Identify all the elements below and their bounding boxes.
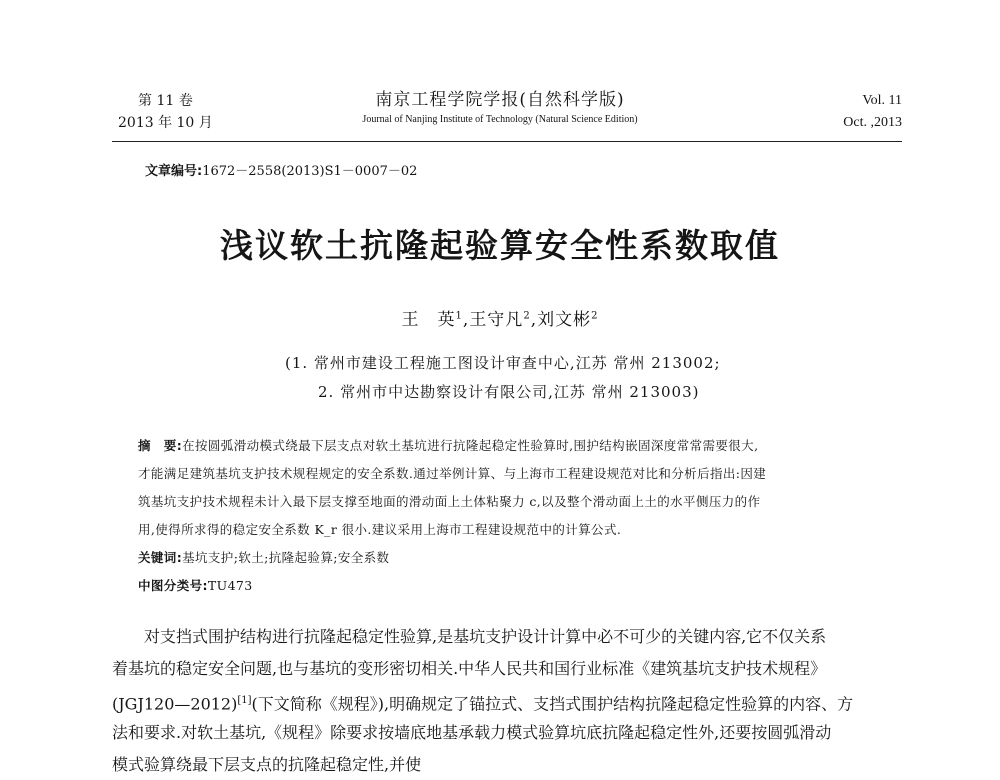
header-center	[300, 88, 700, 128]
journal-title-en: Journal of Nanjing Institute of Technology (Natural Science Edition)	[362, 114, 638, 125]
reference-mark: [1]	[237, 695, 252, 706]
header-volume-en: Vol. 11	[862, 93, 902, 108]
header-date-cn: 2013 年 10 月	[118, 115, 213, 131]
abstract-line	[138, 432, 908, 460]
keywords-line	[138, 544, 908, 572]
paper-title: 浅议软土抗隆起验算安全性系数取值	[220, 226, 780, 265]
clc-number: TU473	[207, 578, 253, 593]
author-name: 王 英	[401, 310, 456, 330]
clc-line	[138, 572, 908, 600]
article-number-value: 1672－2558(2013)S1－0007－02	[202, 164, 418, 179]
author-separator: ,	[462, 310, 470, 330]
affiliation-1: (1. 常州市建设工程施工图设计审查中心,江苏 常州 213002;	[285, 354, 721, 372]
body-line: 对支挡式围护结构进行抗隆起稳定性验算,是基坑支护设计计算中必不可少的关键内容,它不仅关系	[144, 627, 827, 646]
article-number-label: 文章编号:	[145, 164, 203, 179]
affiliation-2: 2. 常州市中达勘察设计有限公司,江苏 常州 213003)	[318, 383, 700, 401]
abstract-line: 用,使得所求得的稳定安全系数 K_r 很小.建议采用上海市工程建设规范中的计算公式.	[138, 522, 622, 537]
header-date-en: Oct. ,2013	[843, 115, 902, 130]
abstract-line: 筑基坑支护技术规程未计入最下层支撑至地面的滑动面上土体粘聚力 c,以及整个滑动面上土的水平侧压力的作	[138, 494, 761, 509]
journal-title-cn: 南京工程学院学报(自然科学版)	[375, 90, 625, 110]
header-rule	[112, 141, 902, 142]
header-volume-cn: 第 11 卷	[138, 93, 193, 109]
author-name: 王守凡	[469, 310, 524, 330]
abstract-label: 摘 要:	[138, 438, 183, 453]
abstract-text: 在按圆弧滑动模式绕最下层支点对软土基坑进行抗隆起稳定性验算时,围护结构嵌固深度常常需要很大,	[182, 438, 759, 453]
keywords-text: 基坑支护;软土;抗隆起验算;安全系数	[182, 550, 390, 565]
standard-code: (JGJ120—2012)	[112, 694, 238, 714]
author-affiliation-mark: 2	[591, 310, 599, 322]
header-left	[118, 90, 213, 134]
body-text: (下文简称《规程》),明确规定了锚拉式、支挡式围护结构抗隆起稳定性验算的内容、方	[251, 694, 854, 714]
article-number	[145, 160, 417, 179]
author-separator: ,	[530, 310, 538, 330]
body-line	[112, 686, 912, 719]
keywords-label: 关键词:	[138, 550, 183, 565]
author-list	[0, 305, 1000, 330]
body-line: 着基坑的稳定安全问题,也与基坑的变形密切相关.中华人民共和国行业标准《建筑基坑支护技术规程》	[112, 659, 827, 678]
clc-label: 中图分类号:	[138, 578, 208, 593]
author-affiliation-mark: 2	[523, 310, 531, 322]
body-line: 模式验算绕最下层支点的抗隆起稳定性,并使	[112, 755, 422, 774]
header-right	[812, 90, 902, 134]
body-line: 法和要求.对软土基坑,《规程》除要求按墙底地基承载力模式验算坑底抗隆起稳定性外,还要按圆弧滑动	[112, 723, 832, 742]
author-name: 刘文彬	[537, 310, 592, 330]
abstract-line: 才能满足建筑基坑支护技术规程规定的安全系数.通过举例计算、与上海市工程建设规范对比和分析后指出:因建	[138, 466, 767, 481]
author-affiliation-mark: 1	[455, 310, 463, 322]
